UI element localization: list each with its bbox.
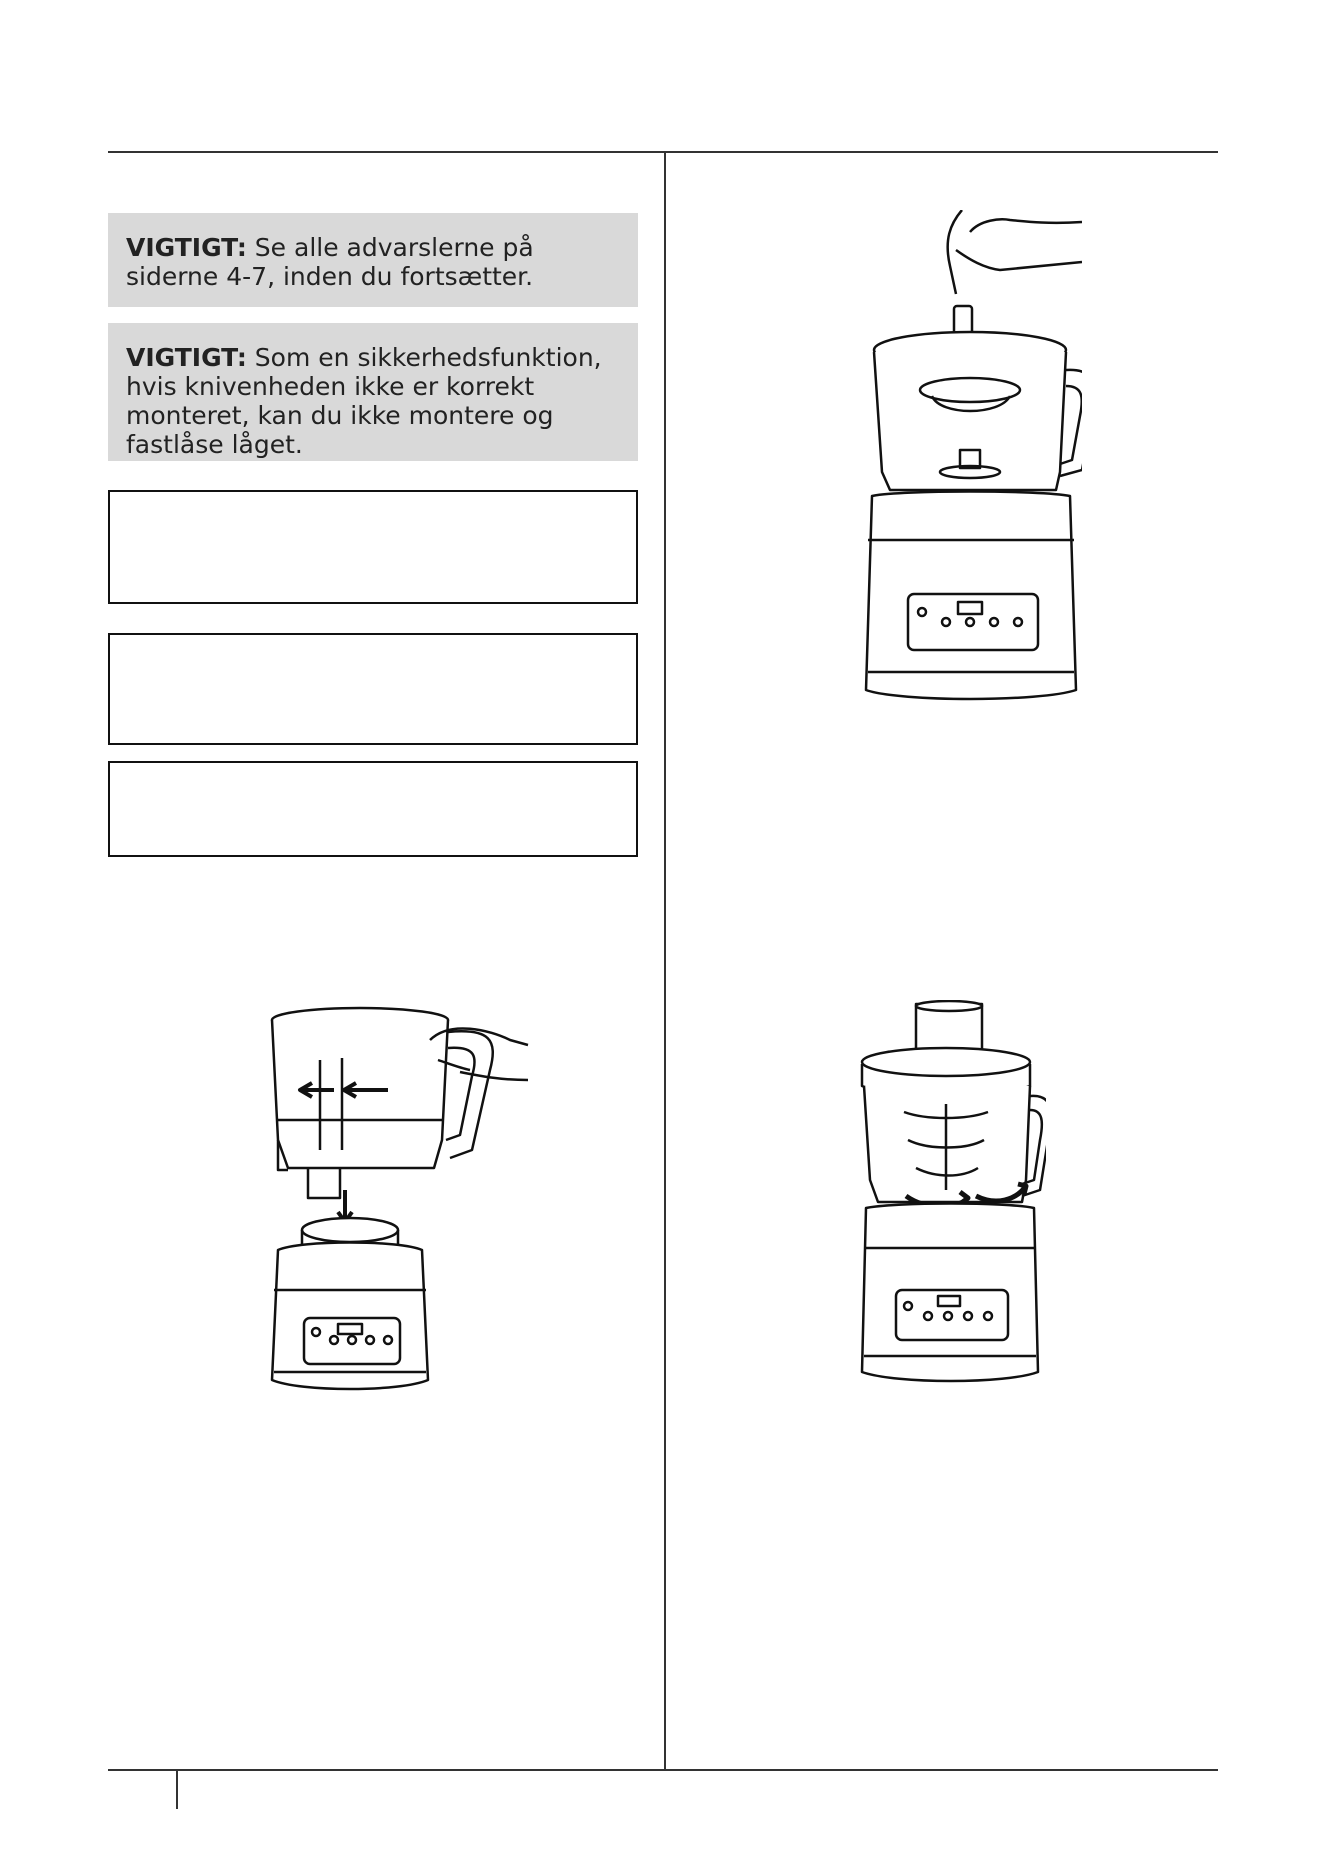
note-text: Se alle advarslerne på siderne 4-7, inden du fortsætter. — [126, 233, 534, 291]
note-text: Som en sikkerhedsfunktion, hvis knivenheden ikke er korrekt monteret, kan du ikke montere og fastlåse låget. — [126, 343, 602, 459]
food-processor-assembled-icon — [856, 1000, 1046, 1390]
page-number-tick — [176, 1769, 178, 1809]
food-processor-bowl-attach-icon — [260, 1000, 530, 1400]
food-processor-disc-insert-icon — [860, 210, 1082, 710]
important-note-warnings — [108, 213, 638, 307]
top-rule — [108, 151, 1218, 153]
bottom-rule — [108, 1769, 1218, 1771]
note-label: VIGTIGT: — [126, 233, 247, 262]
important-note-blade-assembly — [108, 323, 638, 461]
note-label: VIGTIGT: — [126, 343, 247, 372]
empty-info-box-3 — [108, 761, 638, 857]
empty-info-box-2 — [108, 633, 638, 745]
empty-info-box-1 — [108, 490, 638, 604]
column-divider — [664, 151, 666, 1771]
